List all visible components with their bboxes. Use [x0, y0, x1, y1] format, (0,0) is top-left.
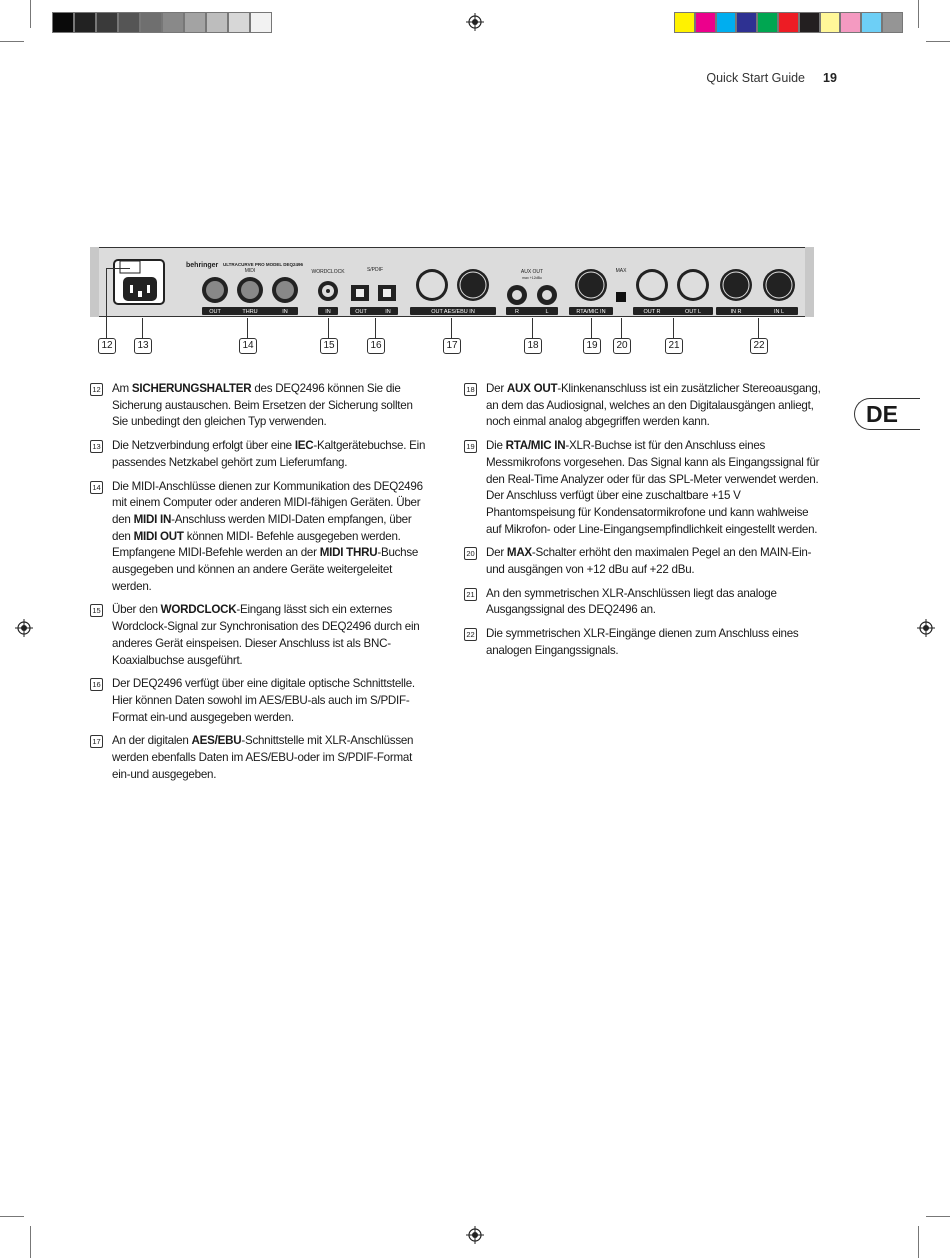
list-item [90, 733, 430, 783]
callout-line [375, 318, 376, 338]
callout-21: 21 [665, 338, 683, 354]
color-swatch [695, 12, 716, 33]
crop-mark [918, 0, 919, 28]
item-text-bold: SICHERUNGSHALTER [131, 382, 252, 395]
color-swatch [861, 12, 882, 33]
aux-r-label: R [515, 309, 519, 315]
callout-line [451, 318, 452, 338]
list-item [464, 586, 824, 619]
crop-mark [918, 1226, 919, 1258]
item-number: 17 [90, 735, 103, 748]
color-swatch [250, 12, 272, 33]
callout-line [106, 268, 130, 269]
model-text: ULTRACURVE PRO MODEL DEQ2496 [223, 262, 304, 267]
item-text: Über den [112, 603, 161, 617]
callout-line [758, 318, 759, 338]
midi-out-label: OUT [209, 309, 221, 315]
color-swatch [184, 12, 206, 33]
item-number: 13 [90, 440, 103, 453]
item-text: können MIDI- Befehle ausgegeben werden. Empfangene MIDI-Befehle werden an der [112, 529, 401, 560]
list-item [464, 381, 824, 431]
out-r-label: OUT R [643, 309, 661, 315]
callout-19: 19 [583, 338, 601, 354]
registration-mark-icon [466, 1226, 484, 1244]
callout-18: 18 [524, 338, 542, 354]
callout-15: 15 [320, 338, 338, 354]
color-swatch [757, 12, 778, 33]
color-swatch [778, 12, 799, 33]
color-swatch [882, 12, 903, 33]
spdif-in-label: IN [385, 309, 391, 315]
callout-line [532, 318, 533, 338]
midi-din-sockets [202, 277, 298, 303]
callout-12: 12 [98, 338, 116, 354]
callout-20: 20 [613, 338, 631, 354]
item-text: Am [112, 382, 132, 395]
iec-socket [123, 277, 157, 301]
item-number: 20 [464, 547, 477, 560]
callout-line [142, 318, 143, 338]
item-number: 19 [464, 440, 477, 453]
color-swatch [162, 12, 184, 33]
wordclock-title: WORDCLOCK [311, 269, 345, 275]
aux-out-title: AUX OUT [520, 269, 544, 275]
brand-text: behringer [186, 262, 219, 269]
item-number: 12 [90, 383, 103, 396]
item-text: des DEQ2496 können Sie die Sicherung austauschen. Beim Ersetzen der Sicherung sollten Sie unbedingt den gleichen Typ verwenden. [112, 382, 413, 429]
item-text-bold: IEC [294, 439, 314, 453]
aux-l-label: L [545, 309, 549, 315]
item-text: Die [486, 439, 506, 453]
header-title: Quick Start Guide [706, 71, 805, 85]
item-text: Der DEQ2496 verfügt über eine digitale optische Schnittstelle. Hier können Daten sowohl im AES/EBU-als auch im S/PDIF-Format ein-und ausgegeben werden. [112, 677, 415, 724]
item-text: Der [486, 382, 507, 395]
list-item [464, 438, 824, 538]
item-text-bold: RTA/MIC IN [505, 439, 566, 453]
callout-17: 17 [443, 338, 461, 354]
page-number: 19 [823, 71, 837, 85]
item-text: -XLR-Buchse ist für den Anschluss eines Messmikrofons vorgesehen. Das Signal kann als Eingangssignal für den Real-Time Analyzer oder für das SPL-Meter verwendet werden. Der Anschluss verfügt über eine zuschaltbare +15 V Phantomspeisung für Kondensatormikrofone und kann wahlweise auf Mikrofon- oder Line-Eingangsempfindlichkeit eingestellt werden. [486, 439, 820, 536]
color-swatch [206, 12, 228, 33]
list-item [464, 626, 824, 659]
item-text: -Schalter erhöht den maximalen Pegel an den MAIN-Ein-und ausgängen von +12 dBu auf +22 dBu. [486, 546, 812, 577]
item-number: 18 [464, 383, 477, 396]
item-text: -Buchse ausgegeben und können an andere Geräte weitergeleitet werden. [112, 546, 419, 593]
list-item [90, 381, 430, 431]
item-text: -Schnittstelle mit XLR-Anschlüssen werden ebenfalls Daten im AES/EBU-oder im S/PDIF-Format ein-und ausgegeben. [112, 734, 414, 781]
item-text: -Anschluss werden MIDI-Daten empfangen, über den [112, 512, 412, 543]
item-number: 16 [90, 678, 103, 691]
language-tab: DE [854, 398, 920, 430]
color-swatch [228, 12, 250, 33]
item-number: 14 [90, 481, 103, 494]
item-number: 22 [464, 628, 477, 641]
registration-mark-icon [15, 619, 33, 637]
color-swatch [140, 12, 162, 33]
item-text: -Eingang lässt sich ein externes Wordclock-Signal zur Synchronisation des DEQ2496 durch ein anderes Gerät einspeisen. Dieser Anschluss ist als BNC-Koaxialbuchse ausgeführt. [112, 603, 420, 667]
callout-16: 16 [367, 338, 385, 354]
color-swatch [716, 12, 737, 33]
left-column [90, 381, 430, 790]
callout-line [247, 318, 248, 338]
registration-mark-icon [466, 13, 484, 31]
item-text-bold: MIDI OUT [133, 529, 184, 543]
item-text: Die Netzverbindung erfolgt über eine [112, 439, 295, 453]
item-text-bold: MIDI IN [133, 512, 172, 526]
spdif-title: S/PDIF [366, 267, 384, 273]
item-number: 21 [464, 588, 477, 601]
item-text-bold: AUX OUT [506, 382, 558, 395]
item-text: -Klinkenanschluss ist ein zusätzlicher Stereoausgang, an dem das Audiosignal, welches an den Digitalausgängen anliegt, noch einmal analog abgegriffen werden kann. [486, 382, 821, 429]
midi-in-label: IN [282, 309, 288, 315]
wordclock-in-label: IN [325, 309, 331, 315]
spdif-out-label: OUT [355, 309, 367, 315]
crop-mark [30, 1226, 31, 1258]
in-l-label: IN L [773, 309, 785, 315]
color-swatch [820, 12, 841, 33]
item-text: An den symmetrischen XLR-Anschlüssen liegt das analoge Ausgangssignal des DEQ2496 an. [486, 586, 777, 617]
color-swatch [52, 12, 74, 33]
item-text: -Kaltgerätebuchse. Ein passendes Netzkabel gehört zum Lieferumfang. [112, 439, 426, 469]
item-text-bold: MAX [506, 546, 532, 560]
in-r-label: IN R [730, 309, 742, 315]
crop-mark [926, 1216, 950, 1217]
callout-14: 14 [239, 338, 257, 354]
list-item [90, 479, 430, 596]
callout-13: 13 [134, 338, 152, 354]
out-l-label: OUT L [684, 309, 702, 315]
color-swatch [96, 12, 118, 33]
callout-line [673, 318, 674, 338]
item-text-bold: MIDI THRU [319, 546, 378, 560]
item-number: 15 [90, 604, 103, 617]
crop-mark [0, 41, 24, 42]
right-column [464, 381, 824, 667]
aes-ebu-label: OUT AES/EBU IN [431, 309, 475, 315]
rear-panel-diagram [90, 247, 814, 319]
item-text: Der [486, 546, 507, 560]
color-swatch [74, 12, 96, 33]
item-text-bold: WORDCLOCK [160, 603, 237, 617]
crop-mark [0, 1216, 24, 1217]
color-swatch [674, 12, 695, 33]
midi-title: MIDI [244, 268, 256, 274]
callout-line [328, 318, 329, 338]
color-swatch [840, 12, 861, 33]
callout-line [591, 318, 592, 338]
callout-line [106, 268, 107, 338]
color-swatch [736, 12, 757, 33]
list-item [90, 676, 430, 726]
midi-thru-label: THRU [242, 309, 258, 315]
list-item [90, 602, 430, 669]
color-swatch [118, 12, 140, 33]
aux-out-sub: max +12dBu [522, 276, 542, 280]
crop-mark [926, 41, 950, 42]
list-item [464, 545, 824, 578]
registration-mark-icon [917, 619, 935, 637]
color-swatch [799, 12, 820, 33]
crop-mark [30, 0, 31, 28]
item-text: Die symmetrischen XLR-Eingänge dienen zum Anschluss eines analogen Eingangssignals. [486, 627, 799, 657]
item-text-bold: AES/EBU [191, 734, 242, 748]
max-title: MAX [615, 268, 627, 274]
callout-line [621, 318, 622, 338]
rta-mic-label: RTA/MIC IN [576, 309, 606, 315]
item-text: An der digitalen [112, 734, 192, 748]
list-item [90, 438, 430, 471]
item-text: Die MIDI-Anschlüsse dienen zur Kommunikation des DEQ2496 mit einem Computer oder anderen MIDI-fähigen Geräten. Über den [112, 479, 423, 526]
callout-22: 22 [750, 338, 768, 354]
